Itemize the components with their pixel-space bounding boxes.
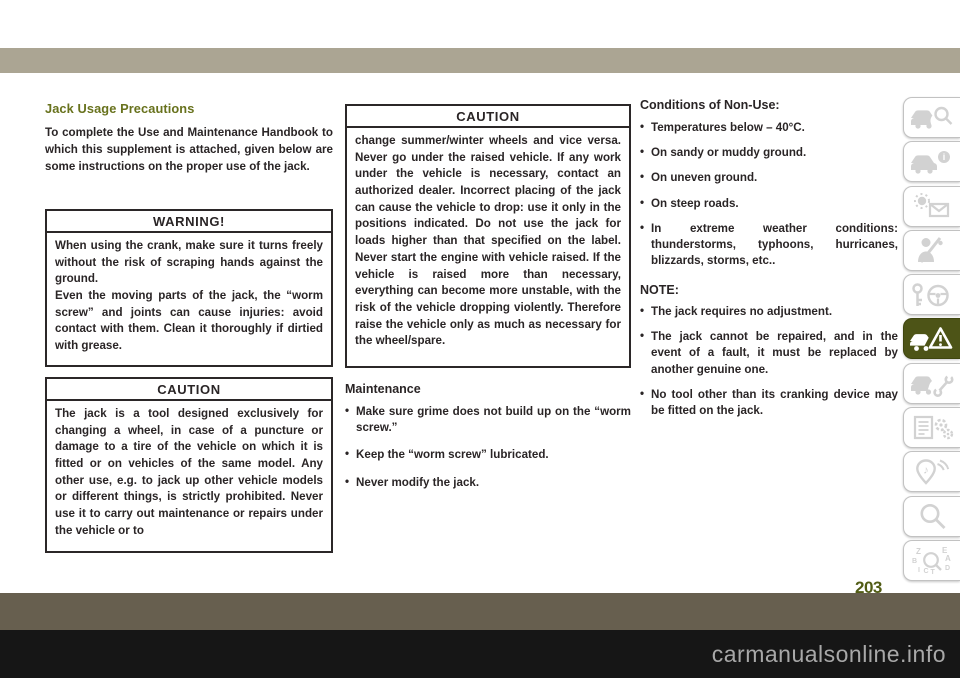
svg-text:i: i [942, 151, 946, 162]
warning-paragraph-2: Even the moving parts of the jack, the “worm screw” and joints can cause injuries: avoid contact with them. Clean it thoroughly if dirtied with grease. [55, 289, 323, 353]
list-item: • Keep the “worm screw” lubricated. [345, 447, 631, 463]
list-item: • The jack requires no adjustment. [640, 304, 898, 320]
maintenance-heading: Maintenance [345, 382, 421, 396]
list-item: • Never modify the jack. [345, 475, 631, 491]
car-info-icon [909, 147, 955, 177]
sidebar-tab-safety[interactable] [903, 230, 960, 271]
sidebar-tab-warning-lights[interactable] [903, 186, 960, 227]
car-wrench-icon [909, 368, 955, 398]
sidebar-tab-know-your-vehicle[interactable] [903, 141, 960, 182]
caution-box-1 [45, 377, 333, 553]
note-heading: NOTE: [640, 283, 679, 297]
pin-music-icon [909, 457, 955, 487]
sidebar-tab-overview[interactable] [903, 97, 960, 138]
index-letters-icon [909, 545, 955, 575]
svg-text:T: T [930, 569, 935, 576]
list-item: • The jack cannot be repaired, and in the event of a fault, it must be replaced by another genuine one. [640, 329, 898, 378]
list-item: • On sandy or muddy ground. [640, 145, 898, 161]
list-item: • In extreme weather conditions: thunderstorms, typhoons, hurricanes, blizzards, storms, etc.. [640, 221, 898, 270]
chapter-tab-sidebar [903, 97, 960, 584]
list-item: • Temperatures below – 40°C. [640, 120, 898, 136]
warning-box-title: WARNING! [47, 211, 331, 233]
section-title: Jack Usage Precautions [45, 101, 195, 116]
sidebar-tab-starting-driving[interactable] [903, 274, 960, 315]
list-item: • On uneven ground. [640, 170, 898, 186]
sidebar-tab-search[interactable] [903, 496, 960, 537]
sidebar-tab-emergency[interactable] [903, 318, 960, 359]
page-number: 203 [855, 578, 882, 597]
svg-text:B: B [912, 558, 918, 566]
top-divider-bar [0, 48, 960, 73]
caution-box-1-body: The jack is a tool designed exclusively for changing a wheel, in case of a puncture or damage to a tire of the vehicle on which it is fitted or on vehicles of the same model. Any other use, e.g. to jack up other vehicle models or different things, is strictly prohibited. Never use it to carry out maintenance or repairs under the vehicle or to [55, 407, 323, 537]
sidebar-tab-multimedia[interactable] [903, 451, 960, 492]
bottom-divider-bar [0, 593, 960, 630]
list-item: • No tool other than its cranking device may be fitted on the jack. [640, 387, 898, 419]
warning-paragraph-1: When using the crank, make sure it turns freely without the risk of scraping hands against the ground. [55, 239, 323, 286]
warning-box [45, 209, 333, 367]
svg-text:A: A [945, 554, 951, 564]
warning-box-body [47, 233, 331, 362]
search-icon [909, 501, 955, 531]
svg-text:C: C [923, 568, 929, 576]
list-item: • Make sure grime does not build up on the “worm screw.” [345, 404, 631, 436]
sun-envelope-icon [909, 191, 955, 221]
svg-text:Z: Z [916, 547, 921, 557]
caution-box-2 [345, 104, 631, 368]
watermark-text: carmanualsonline.info [711, 641, 946, 667]
caution-box-2-body: change summer/winter wheels and vice versa. Never go under the raised vehicle. If any work under the vehicle is necessary, contact an authorized dealer. Incorrect placing of the jack can cause the vehicle to drop: use it only in the positions indicated. Do not use the jack for loads higher than that specified on the label. Never start the engine with vehicle raised. If the vehicle is raised more than necessary, everything can become more unstable, with the risk of the vehicle dropping violently. Therefore raise the vehicle only as much as necessary for the wheel/spare. [355, 134, 621, 348]
conditions-heading: Conditions of Non-Use: [640, 98, 780, 112]
caution-box-1-title: CAUTION [47, 379, 331, 401]
key-steering-icon [909, 280, 955, 310]
sidebar-tab-alphabetical-index[interactable] [903, 540, 960, 581]
svg-text:I: I [918, 567, 920, 575]
right-column [640, 96, 898, 566]
svg-text:D: D [945, 565, 951, 573]
caution-box-2-title: CAUTION [347, 106, 629, 128]
sidebar-tab-servicing-care[interactable] [903, 363, 960, 404]
car-search-icon [909, 103, 955, 133]
left-column [45, 100, 333, 570]
maintenance-list [345, 404, 631, 500]
sidebar-tab-technical-specifications[interactable] [903, 407, 960, 448]
intro-paragraph: To complete the Use and Maintenance Handbook to which this supplement is attached, given below are some instructions on the proper use of the jack. [45, 126, 333, 173]
seatbelt-icon [909, 235, 955, 265]
car-warning-icon [909, 324, 955, 354]
list-item: • On steep roads. [640, 196, 898, 212]
conditions-list [640, 120, 898, 279]
svg-text:E: E [942, 546, 948, 556]
note-list [640, 304, 898, 428]
document-gears-icon [909, 413, 955, 443]
svg-text:♪: ♪ [923, 464, 929, 477]
middle-column [345, 100, 631, 570]
